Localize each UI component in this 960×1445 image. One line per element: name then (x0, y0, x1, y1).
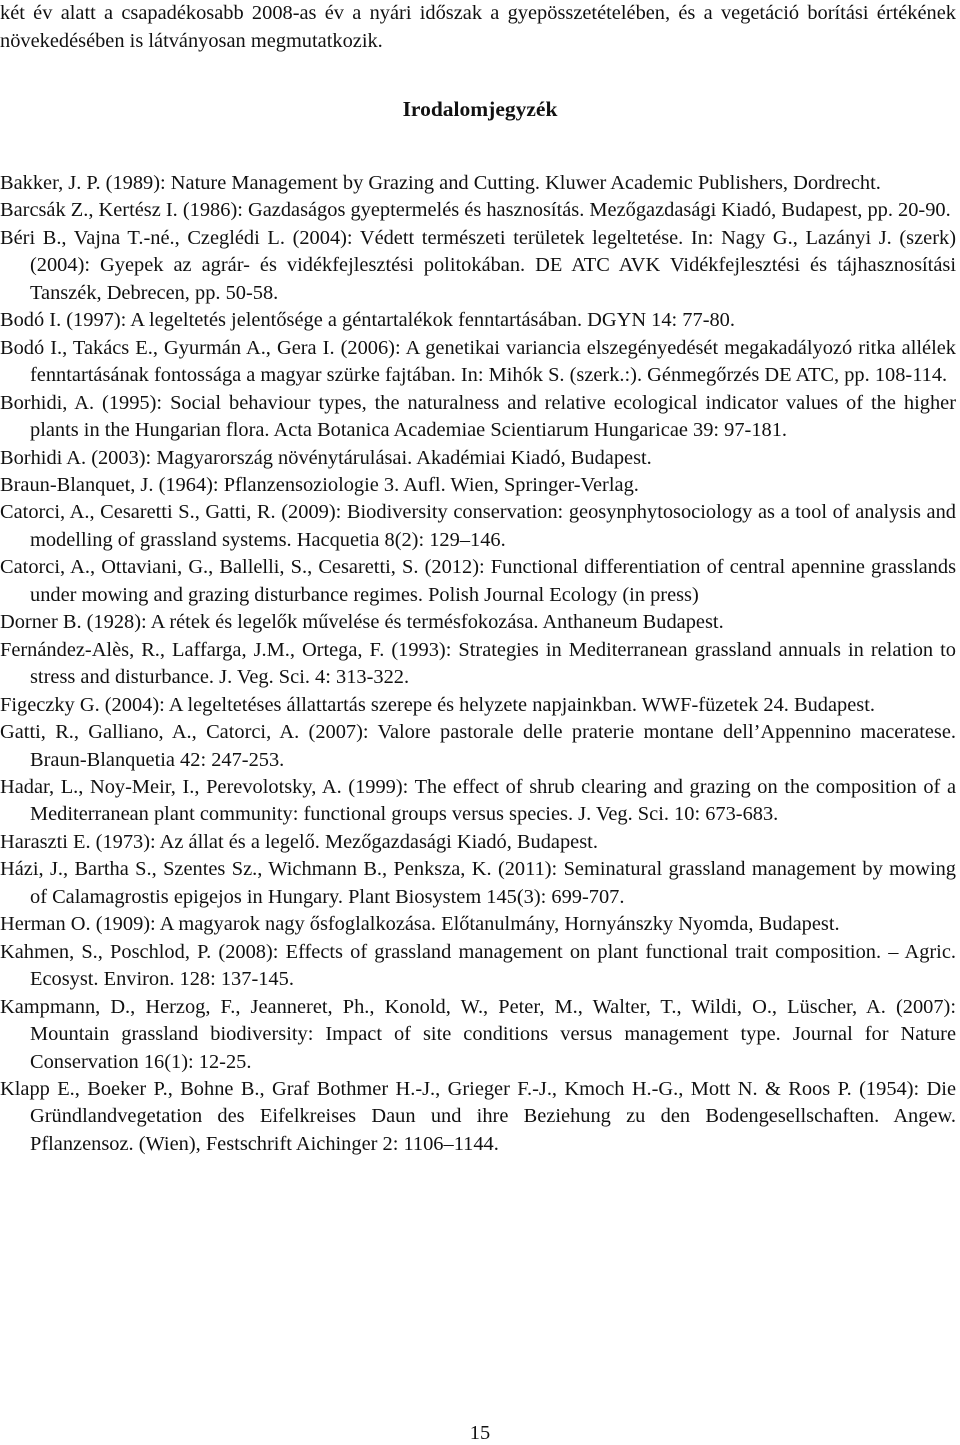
reference-entry: Dorner B. (1928): A rétek és legelők művelése és termésfokozása. Anthaneum Budapest. (0, 611, 724, 634)
page-number: 15 (469, 1422, 491, 1444)
reference-entry: Braun-Blanquet, J. (1964): Pflanzensoziologie 3. Aufl. Wien, Springer-Verlag. (0, 473, 639, 496)
reference-entry: Hadar, L., Noy-Meir, I., Perevolotsky, A. (1999): The effect of shrub clearing and grazing on the composition of a Mediterranean plant community: functional groups versus species. J. Veg. Sci. 10: 673-683. (0, 775, 956, 826)
reference-entry: Catorci, A., Ottaviani, G., Ballelli, S., Cesaretti, S. (2012): Functional differentiation of central apennine grasslands under mowing and grazing disturbance regimes. Polish Journal Ecology (in press) (0, 556, 956, 606)
reference-entry: Béri B., Vajna T.-né., Czeglédi L. (2004): Védett természeti területek legeltetése. In: Nagy G., Lazányi J. (szerk) (2004): Gyepek az agrár- és vidékfejlesztési politokában. DE ATC AVK Vidékfejlesztési és tájhasznosítási Tanszék, Debrecen, pp. 50-58. (0, 226, 956, 304)
reference-entry: Klapp E., Boeker P., Bohne B., Graf Bothmer H.-J., Grieger F.-J., Kmoch H.-G., Mott N. & Roos P. (1954): Die Gründlandvegetation des Eifelkreises Daun und ihre Beziehung zu den Bodengesellschaften. Angew. Pflanzensoz. (Wien), Festschrift Aichinger 2: 1106–1144. (0, 1077, 956, 1155)
reference-entry: Borhidi A. (2003): Magyarország növénytárulásai. Akadémiai Kiadó, Budapest. (0, 446, 652, 469)
reference-entry: Herman O. (1909): A magyarok nagy ősfoglalkozása. Előtanulmány, Hornyánszky Nyomda, Budapest. (0, 913, 840, 936)
reference-entry: Házi, J., Bartha S., Szentes Sz., Wichmann B., Penksza, K. (2011): Seminatural grassland management by mowing of Calamagrostis epigejos in Hungary. Plant Biosystem 145(3): 699-707. (0, 858, 956, 908)
reference-entry: Bakker, J. P. (1989): Nature Management by Grazing and Cutting. Kluwer Academic Publishers, Dordrecht. (0, 172, 881, 194)
reference-entry: Figeczky G. (2004): A legeltetéses állattartás szerepe és helyzete napjainkban. WWF-füzetek 24. Budapest. (0, 693, 875, 716)
reference-entry: Fernández-Alès, R., Laffarga, J.M., Ortega, F. (1993): Strategies in Mediterranean grassland annuals in relation to stress and disturbance. J. Veg. Sci. 4: 313-322. (0, 638, 956, 689)
reference-entry: Kahmen, S., Poschlod, P. (2008): Effects of grassland management on plant functional trait composition. – Agric. Ecosyst. Environ. 128: 137-145. (0, 940, 956, 991)
reference-entry: Gatti, R., Galliano, A., Catorci, A. (2007): Valore pastorale delle praterie montane dell’Appennino maceratese. Braun-Blanquetia 42: 247-253. (0, 721, 956, 771)
reference-entry: Catorci, A., Cesaretti S., Gatti, R. (2009): Biodiversity conservation: geosynphytosociology as a tool of analysis and modelling of grassland systems. Hacquetia 8(2): 129–146. (0, 501, 956, 551)
reference-entry: Kampmann, D., Herzog, F., Jeanneret, Ph., Konold, W., Peter, M., Walter, T., Wildi, O., Lüscher, A. (2007): Mountain grassland biodiversity: Impact of site conditions versus management type. Journal for Nature Conservation 16(1): 12-25. (0, 995, 956, 1073)
reference-list (0, 170, 956, 1158)
reference-entry: Haraszti E. (1973): Az állat és a legelő. Mezőgazdasági Kiadó, Budapest. (0, 830, 598, 853)
section-heading: Irodalomjegyzék (402, 97, 558, 121)
reference-entry: Barcsák Z., Kertész I. (1986): Gazdaságos gyeptermelés és hasznosítás. Mezőgazdasági Kiadó, Budapest, pp. 20-90. (0, 199, 951, 222)
reference-entry: Bodó I., Takács E., Gyurmán A., Gera I. (2006): A genetikai variancia elszegényedését megakadályozó ritka allélek fenntartásának fontossága a magyar szürke fajtában. In: Mihók S. (szerk.:). Génmegőrzés DE ATC, pp. 108-114. (0, 336, 956, 387)
intro-paragraph: két év alatt a csapadékosabb 2008-as év a nyári időszak a gyepösszetételében, és a vegetáció borítási értékének növekedésében is látványosan megmutatkozik. (0, 2, 956, 52)
reference-entry: Bodó I. (1997): A legeltetés jelentősége a géntartalékok fenntartásában. DGYN 14: 77-80. (0, 309, 735, 332)
reference-entry: Borhidi, A. (1995): Social behaviour types, the naturalness and relative ecological indicator values of the higher plants in the Hungarian flora. Acta Botanica Academiae Scientiarum Hungaricae 39: 97-181. (0, 391, 956, 442)
